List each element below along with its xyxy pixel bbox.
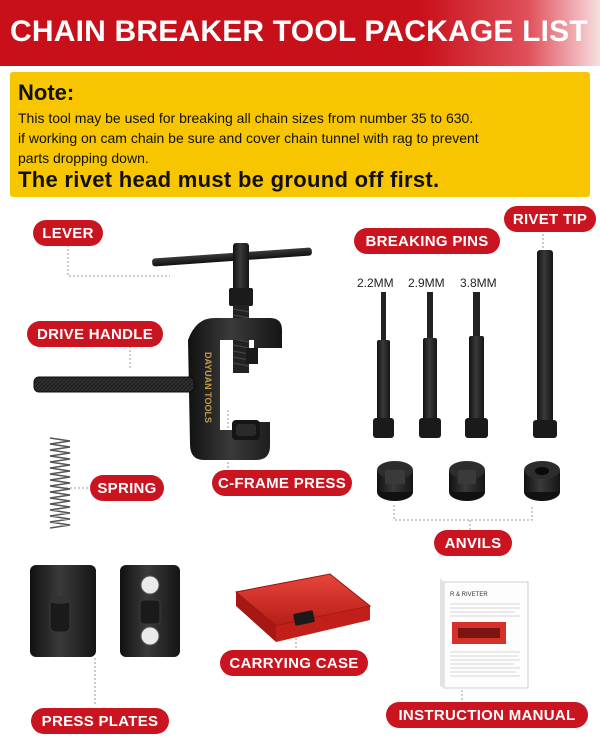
rivet-tip-label: RIVET TIP [504, 206, 596, 232]
breaking-pin-2-2mm [373, 292, 394, 438]
pin-size-3-8mm: 3.8MM [460, 276, 497, 290]
press-plates-label: PRESS PLATES [31, 708, 169, 734]
note-warning: The rivet head must be ground off first. [18, 167, 440, 192]
breaking-pins-set [373, 292, 488, 438]
instruction-manual-image [440, 578, 528, 688]
drive-handle-tool [34, 377, 194, 392]
anvils-leader [394, 505, 532, 520]
c-frame-press-tool [188, 318, 282, 460]
note-title: Note: [18, 80, 75, 105]
pin-size-2-9mm: 2.9MM [408, 276, 445, 290]
spring-label: SPRING [90, 475, 164, 501]
spring-part [50, 438, 70, 528]
anvil-2 [449, 461, 485, 501]
note-line-2: if working on cam chain be sure and cover chain tunnel with rag to prevent [18, 130, 479, 146]
instruction-manual-label: INSTRUCTION MANUAL [386, 702, 588, 728]
page-title: CHAIN BREAKER TOOL PACKAGE LIST [10, 15, 588, 48]
carrying-case-image [236, 574, 370, 642]
breaking-pin-2-9mm [419, 292, 441, 438]
note-line-3: parts dropping down. [18, 150, 149, 166]
lever-tool [152, 243, 312, 373]
press-plate-2 [120, 565, 180, 657]
manual-title-text: R & RIVETER [450, 592, 488, 598]
drive-handle-label: DRIVE HANDLE [27, 321, 163, 347]
tool-brand-engraving: DAYUAN TOOLS [203, 352, 213, 424]
breaking-pins-label: BREAKING PINS [354, 228, 500, 254]
pin-size-2-2mm: 2.2MM [357, 276, 394, 290]
lever-label: LEVER [33, 220, 103, 246]
press-plates-set [30, 565, 180, 657]
anvil-3 [524, 461, 560, 501]
anvils-set [377, 461, 560, 501]
breaking-pin-3-8mm [465, 292, 488, 438]
carrying-case-label: CARRYING CASE [220, 650, 368, 676]
note-line-1: This tool may be used for breaking all chain sizes from number 35 to 630. [18, 110, 474, 126]
rivet-tip-part [533, 250, 557, 438]
c-frame-press-label: C-FRAME PRESS [212, 470, 352, 496]
anvils-label: ANVILS [434, 530, 512, 556]
press-plate-1 [30, 565, 96, 657]
anvil-1 [377, 461, 413, 501]
